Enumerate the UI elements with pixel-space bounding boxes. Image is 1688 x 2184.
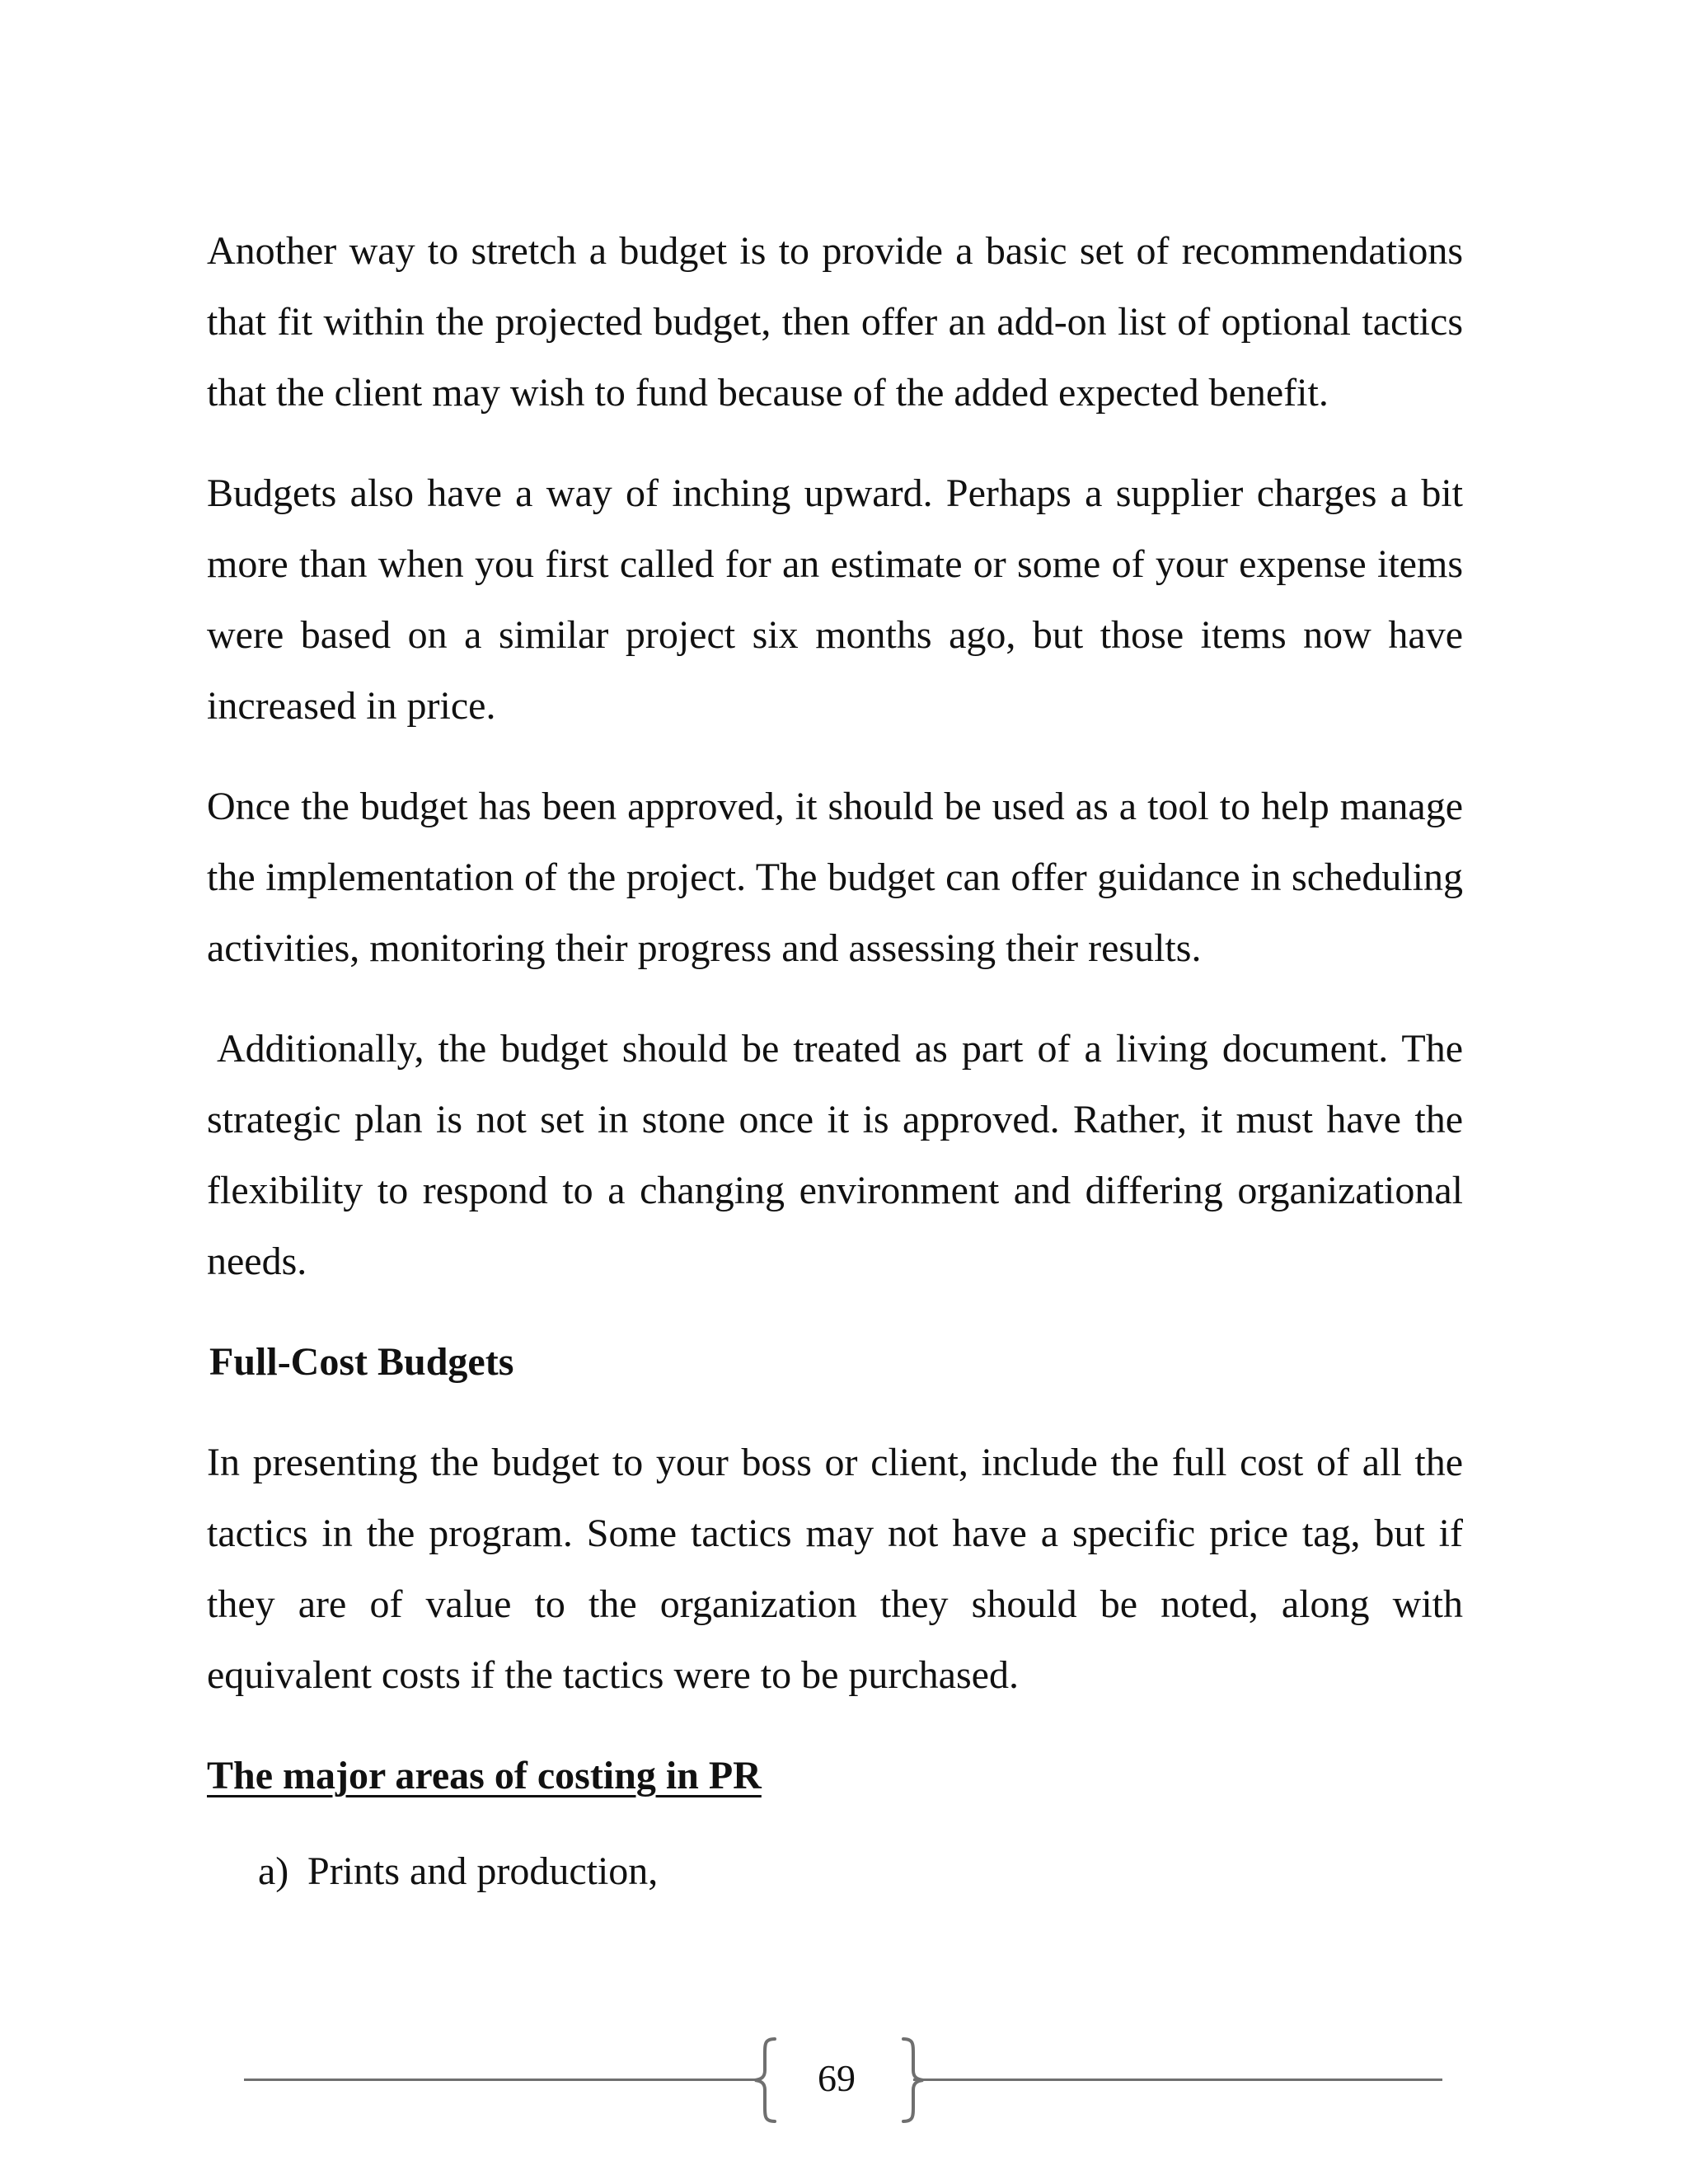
page-footer xyxy=(0,2036,1688,2135)
page-number: 69 xyxy=(818,2057,856,2099)
footer-rule-left xyxy=(244,2079,755,2081)
paragraph-full-cost: In presenting the budget to your boss or client, include the full cost of all the tactics in the program. Some tactics may not have a specific price tag, but if they are of value to the organization they should be noted, along with equivalent costs if the tactics were to be purchased. xyxy=(207,1441,1463,1697)
heading-full-cost-budgets: Full-Cost Budgets xyxy=(209,1340,514,1384)
list-marker: a) xyxy=(258,1849,289,1893)
paragraph-stretch-budget: Another way to stretch a budget is to provide a basic set of recommendations that fit within the projected budget, then offer an add-on list of optional tactics that the client may wish to fund because of the added expected benefit. xyxy=(207,229,1463,415)
paragraph-budgets-inching-upward: Budgets also have a way of inching upward. Perhaps a supplier charges a bit more than when you first called for an estimate or some of your expense items were based on a similar project six months ago, but those items now have increased in price. xyxy=(207,471,1463,728)
heading-major-areas-costing: The major areas of costing in PR xyxy=(207,1754,762,1797)
left-brace-icon xyxy=(752,2036,780,2125)
list-item-prints-production xyxy=(207,1836,1463,1907)
page-body xyxy=(207,216,1463,1907)
paragraph-living-document: Additionally, the budget should be treated as part of a living document. The strategic plan is not set in stone once it is approved. Rather, it must have the flexibility to respond to a changing environment and differing organizational needs. xyxy=(207,1027,1463,1283)
list-item-text: Prints and production, xyxy=(307,1849,659,1893)
footer-rule-right xyxy=(913,2079,1442,2081)
paragraph-budget-approved: Once the budget has been approved, it should be used as a tool to help manage the implementation of the project. The budget can offer guidance in scheduling activities, monitoring their progress and assessing their results. xyxy=(207,785,1463,970)
